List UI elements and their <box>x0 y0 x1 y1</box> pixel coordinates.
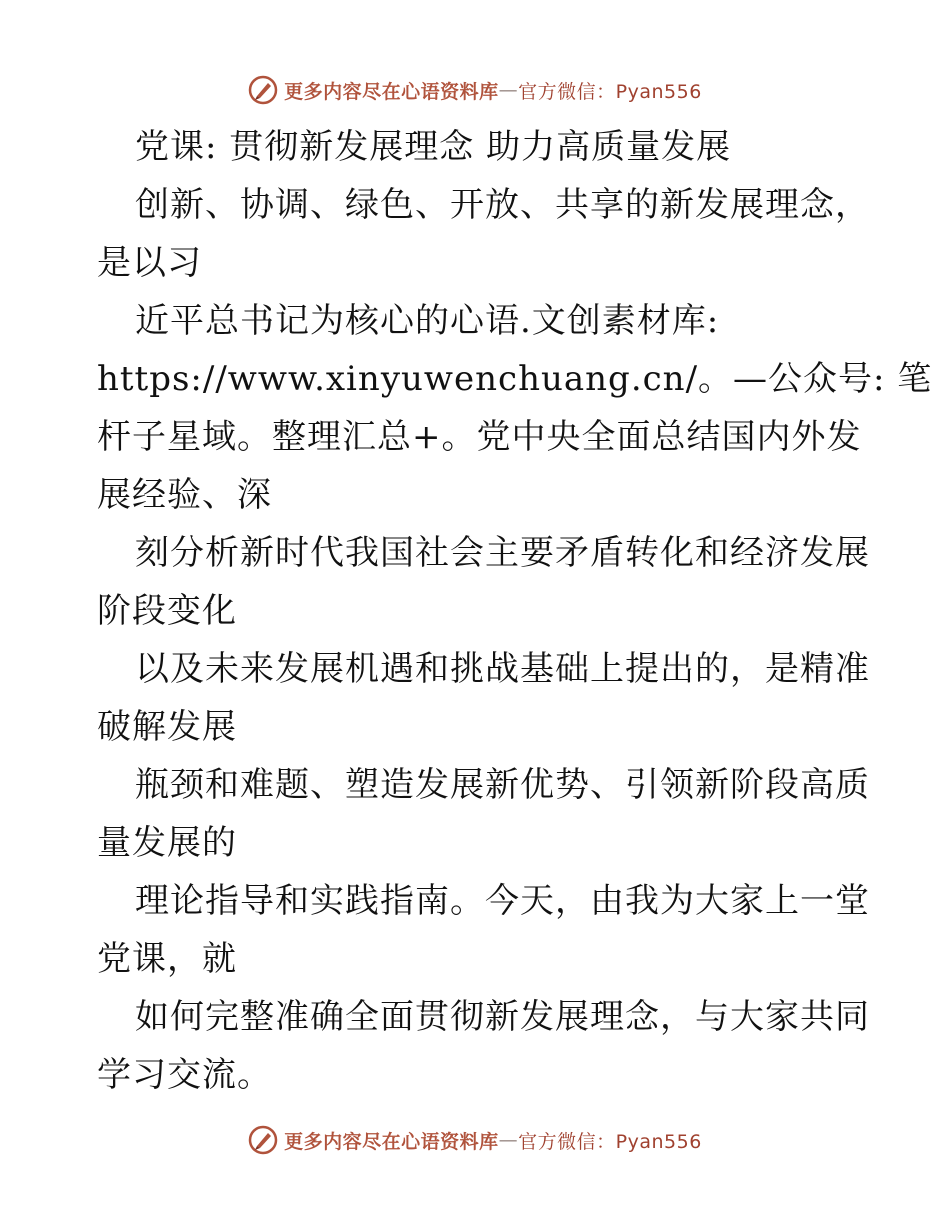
text-line: 阶段变化 <box>97 591 237 631</box>
text-line: https://www.xinyuwenchuang.cn/。—公众号: 笔 <box>97 359 933 399</box>
header-watermark <box>0 70 950 110</box>
text-line: 党课，就 <box>97 939 237 979</box>
watermark-site: 更多内容尽在心语资料库 <box>284 80 499 103</box>
text-line: 党课: 贯彻新发展理念 助力高质量发展 <box>135 127 732 167</box>
text-line: 刻分析新时代我国社会主要矛盾转化和经济发展 <box>135 533 870 573</box>
text-line: 理论指导和实践指南。今天，由我为大家上一堂 <box>135 881 870 921</box>
text-line: 展经验、深 <box>97 475 272 515</box>
watermark-site: 更多内容尽在心语资料库 <box>284 1130 499 1153</box>
watermark-wechat: 官方微信：Pyan556 <box>518 1130 702 1153</box>
text-line: 破解发展 <box>97 707 237 747</box>
text-line: 创新、协调、绿色、开放、共享的新发展理念， <box>135 185 870 225</box>
watermark-separator: — <box>498 79 519 101</box>
document-body <box>97 118 933 1104</box>
text-line: 以及未来发展机遇和挑战基础上提出的，是精准 <box>135 649 870 689</box>
pen-logo-icon <box>248 75 278 105</box>
text-line: 如何完整准确全面贯彻新发展理念，与大家共同 <box>135 997 870 1037</box>
watermark-separator: — <box>498 1129 519 1151</box>
text-line: 近平总书记为核心的心语.文创素材库: <box>135 301 720 341</box>
text-line: 瓶颈和难题、塑造发展新优势、引领新阶段高质 <box>135 765 870 805</box>
text-line: 杆子星域。整理汇总+。党中央全面总结国内外发 <box>97 417 862 457</box>
text-line: 学习交流。 <box>97 1055 272 1095</box>
text-line: 是以习 <box>97 243 202 283</box>
text-line: 量发展的 <box>97 823 237 863</box>
footer-watermark <box>0 1120 950 1160</box>
pen-logo-icon <box>248 1125 278 1155</box>
watermark-wechat: 官方微信：Pyan556 <box>518 80 702 103</box>
